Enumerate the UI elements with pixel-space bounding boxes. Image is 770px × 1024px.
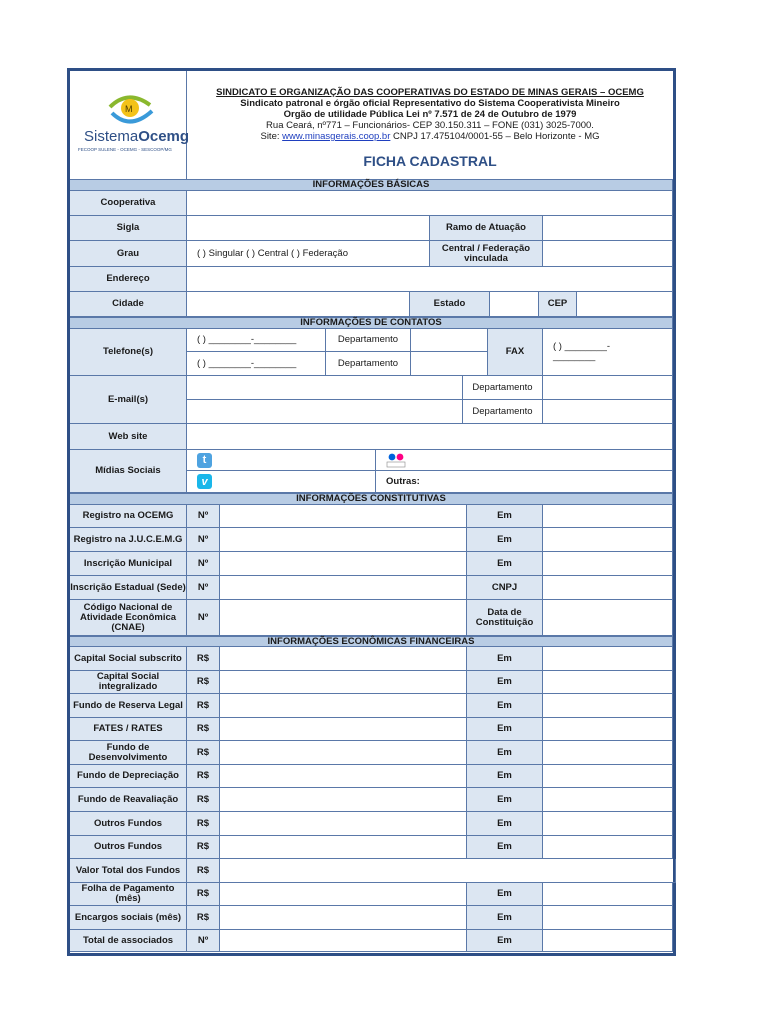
economic-row [70, 718, 673, 741]
economic-label: Capital Social subscrito [70, 647, 187, 671]
constitutive-row [70, 600, 673, 636]
constitutive-date-field[interactable] [543, 528, 673, 552]
constitutive-date-field[interactable] [543, 505, 673, 528]
economic-row [70, 788, 673, 812]
site-prefix: Site: [260, 131, 283, 142]
economic-date-field[interactable] [543, 812, 673, 836]
constitutive-date-field[interactable] [543, 576, 673, 600]
economic-prefix: Nº [187, 930, 220, 952]
cidade-label: Cidade [70, 292, 187, 317]
fax-label: FAX [488, 329, 543, 376]
constitutive-date-label: Em [467, 528, 543, 552]
grau-label: Grau [70, 241, 187, 267]
section-basic-info: INFORMAÇÕES BÁSICAS [70, 179, 673, 191]
economic-date-label: Em [467, 671, 543, 694]
economic-row [70, 671, 673, 694]
constitutive-value-field[interactable] [220, 576, 467, 600]
org-name: SINDICATO E ORGANIZAÇÃO DAS COOPERATIVAS DO ESTADO DE MINAS GERAIS – OCEMG [216, 87, 644, 98]
economic-row [70, 647, 673, 671]
section-economic: INFORMAÇÕES ECONÔMICAS FINANCEIRAS [70, 636, 673, 647]
economic-date-field[interactable] [543, 906, 673, 930]
endereco-field[interactable] [187, 267, 673, 292]
economic-date-field[interactable] [543, 694, 673, 718]
email-1-dept-field[interactable] [543, 376, 673, 400]
economic-value-field[interactable] [220, 930, 467, 952]
economic-value-field[interactable] [220, 906, 467, 930]
constitutive-label: Inscrição Municipal [70, 552, 187, 576]
economic-label: Capital Social integralizado [70, 671, 187, 694]
fax-field[interactable]: ( ) ________-________ [543, 329, 673, 376]
economic-date-field[interactable] [543, 741, 673, 765]
logo-brand-bold: Ocemg [138, 128, 190, 145]
section-contacts: INFORMAÇÕES DE CONTATOS [70, 317, 673, 329]
economic-date-field[interactable] [543, 647, 673, 671]
twitter-field[interactable] [187, 450, 376, 471]
economic-value-field[interactable] [220, 788, 467, 812]
estado-label: Estado [410, 292, 490, 317]
central-vinculada-label: Central / Federação vinculada [430, 241, 543, 267]
constitutive-row [70, 505, 673, 528]
economic-date-field[interactable] [543, 765, 673, 788]
logo-tagline: FECOOP SULENE - OCEMG - SESCOOP/MG [78, 147, 172, 152]
constitutive-prefix: Nº [187, 552, 220, 576]
form-header [70, 71, 673, 180]
economic-value-field[interactable] [220, 671, 467, 694]
endereco-label: Endereço [70, 267, 187, 292]
sigla-label: Sigla [70, 216, 187, 241]
economic-date-field[interactable] [543, 930, 673, 952]
constitutive-row [70, 576, 673, 600]
constitutive-date-label: Data de Constituição [467, 600, 543, 636]
economic-date-label: Em [467, 765, 543, 788]
economic-date-label: Em [467, 647, 543, 671]
economic-prefix: R$ [187, 788, 220, 812]
economic-value-field[interactable] [220, 836, 467, 859]
economic-prefix: R$ [187, 671, 220, 694]
site-suffix: CNPJ 17.475104/0001-55 – Belo Horizonte - MG [390, 131, 600, 142]
constitutive-date-label: Em [467, 505, 543, 528]
phone-2-dept-label: Departamento [326, 352, 411, 376]
economic-label: Fundo de Reavaliação [70, 788, 187, 812]
economic-value-field[interactable] [220, 718, 467, 741]
constitutive-prefix: Nº [187, 600, 220, 636]
section-constitutive: INFORMAÇÕES CONSTITUTIVAS [70, 493, 673, 505]
economic-row [70, 836, 673, 859]
telefone-label: Telefone(s) [70, 329, 187, 376]
economic-row [70, 930, 673, 952]
cep-label: CEP [539, 292, 577, 317]
constitutive-row [70, 552, 673, 576]
constitutive-date-label: Em [467, 552, 543, 576]
email-1-dept-label: Departamento [463, 376, 543, 400]
constitutive-value-field[interactable] [220, 600, 467, 636]
email-1-field[interactable] [187, 376, 463, 400]
vimeo-icon: v [197, 474, 212, 489]
economic-prefix: R$ [187, 883, 220, 906]
ocemg-logo [70, 71, 190, 179]
logo-emblem-icon [70, 71, 190, 179]
economic-date-label: Em [467, 718, 543, 741]
economic-label: Fundo de Reserva Legal [70, 694, 187, 718]
economic-value-field[interactable] [220, 812, 467, 836]
economic-prefix: R$ [187, 765, 220, 788]
economic-date-field[interactable] [543, 788, 673, 812]
economic-date-field[interactable] [543, 718, 673, 741]
economic-row [70, 883, 673, 906]
website-field[interactable] [187, 424, 673, 450]
registration-form [67, 68, 676, 956]
constitutive-value-field[interactable] [220, 528, 467, 552]
phone-1-dept-field[interactable] [411, 329, 488, 352]
economic-row [70, 694, 673, 718]
economic-date-label: Em [467, 906, 543, 930]
economic-value-field[interactable] [220, 859, 676, 883]
economic-row [70, 906, 673, 930]
economic-date-field[interactable] [543, 883, 673, 906]
economic-row [70, 859, 673, 883]
economic-value-field[interactable] [220, 647, 467, 671]
ramo-label: Ramo de Atuação [430, 216, 543, 241]
economic-date-label: Em [467, 836, 543, 859]
economic-date-field[interactable] [543, 836, 673, 859]
logo-brand-light: Sistema [84, 128, 139, 145]
economic-row [70, 741, 673, 765]
economic-label: Valor Total dos Fundos [70, 859, 187, 883]
economic-label: Outros Fundos [70, 812, 187, 836]
economic-row [70, 812, 673, 836]
constitutive-prefix: Nº [187, 505, 220, 528]
outras-label: Outras: [376, 471, 673, 493]
economic-date-field[interactable] [543, 671, 673, 694]
phone-1-field[interactable]: ( ) ________-________ [187, 329, 326, 352]
form-title: FICHA CADASTRAL [363, 153, 497, 169]
constitutive-label: Registro na J.U.C.E.M.G [70, 528, 187, 552]
flickr-icon [386, 452, 406, 468]
constitutive-value-field[interactable] [220, 552, 467, 576]
economic-label: Fundo de Depreciação [70, 765, 187, 788]
email-2-field[interactable] [187, 400, 463, 424]
org-law: Orgão de utilidade Pública Lei nº 7.571 de 24 de Outubro de 1979 [283, 109, 577, 120]
constitutive-prefix: Nº [187, 528, 220, 552]
economic-label: FATES / RATES [70, 718, 187, 741]
svg-text:M: M [125, 104, 133, 114]
flickr-field[interactable] [376, 450, 673, 471]
org-description: Sindicato patronal e órgão oficial Representativo do Sistema Cooperativista Mineiro [240, 98, 620, 109]
economic-date-label: Em [467, 812, 543, 836]
website-label: Web site [70, 424, 187, 450]
economic-prefix: R$ [187, 812, 220, 836]
email-2-dept-field[interactable] [543, 400, 673, 424]
constitutive-date-field[interactable] [543, 552, 673, 576]
cooperativa-field[interactable] [187, 191, 673, 216]
site-link[interactable]: www.minasgerais.coop.br [282, 131, 391, 142]
phone-2-field[interactable]: ( ) ________-________ [187, 352, 326, 376]
economic-prefix: R$ [187, 859, 220, 883]
header-info [187, 71, 673, 179]
economic-label: Encargos sociais (mês) [70, 906, 187, 930]
phone-1-dept-label: Departamento [326, 329, 411, 352]
economic-value-field[interactable] [220, 765, 467, 788]
email-2-dept-label: Departamento [463, 400, 543, 424]
economic-value-field[interactable] [220, 694, 467, 718]
cep-field[interactable] [577, 292, 673, 317]
economic-value-field[interactable] [220, 741, 467, 765]
constitutive-label: Registro na OCEMG [70, 505, 187, 528]
central-vinculada-field[interactable] [543, 241, 673, 267]
economic-prefix: R$ [187, 647, 220, 671]
vimeo-field[interactable] [187, 471, 376, 493]
grau-options[interactable]: ( ) Singular ( ) Central ( ) Federação [187, 241, 430, 267]
economic-date-label: Em [467, 788, 543, 812]
org-address: Rua Ceará, nº771 – Funcionários- CEP 30.150.311 – FONE (031) 3025-7000. [266, 120, 594, 131]
constitutive-label: Inscrição Estadual (Sede) [70, 576, 187, 600]
economic-prefix: R$ [187, 694, 220, 718]
org-site-line [187, 131, 673, 142]
economic-label: Total de associados [70, 930, 187, 952]
logo-wordmark [84, 128, 189, 145]
constitutive-date-label: CNPJ [467, 576, 543, 600]
constitutive-date-field[interactable] [543, 600, 673, 636]
economic-prefix: R$ [187, 718, 220, 741]
estado-field[interactable] [490, 292, 539, 317]
economic-value-field[interactable] [220, 883, 467, 906]
cooperativa-label: Cooperativa [70, 191, 187, 216]
phone-2-dept-field[interactable] [411, 352, 488, 376]
constitutive-prefix: Nº [187, 576, 220, 600]
economic-label: Folha de Pagamento (mês) [70, 883, 187, 906]
economic-row [70, 765, 673, 788]
economic-prefix: R$ [187, 741, 220, 765]
cidade-field[interactable] [187, 292, 410, 317]
economic-label: Outros Fundos [70, 836, 187, 859]
economic-date-label: Em [467, 883, 543, 906]
midias-label: Mídias Sociais [70, 450, 187, 493]
constitutive-label: Código Nacional de Atividade Econômica (CNAE) [70, 600, 187, 636]
sigla-field[interactable] [187, 216, 430, 241]
economic-date-label: Em [467, 741, 543, 765]
constitutive-row [70, 528, 673, 552]
ramo-field[interactable] [543, 216, 673, 241]
economic-date-label: Em [467, 694, 543, 718]
economic-label: Fundo de Desenvolvimento [70, 741, 187, 765]
economic-date-label: Em [467, 930, 543, 952]
email-label: E-mail(s) [70, 376, 187, 424]
economic-prefix: R$ [187, 836, 220, 859]
constitutive-value-field[interactable] [220, 505, 467, 528]
twitter-icon: t [197, 453, 212, 468]
economic-prefix: R$ [187, 906, 220, 930]
